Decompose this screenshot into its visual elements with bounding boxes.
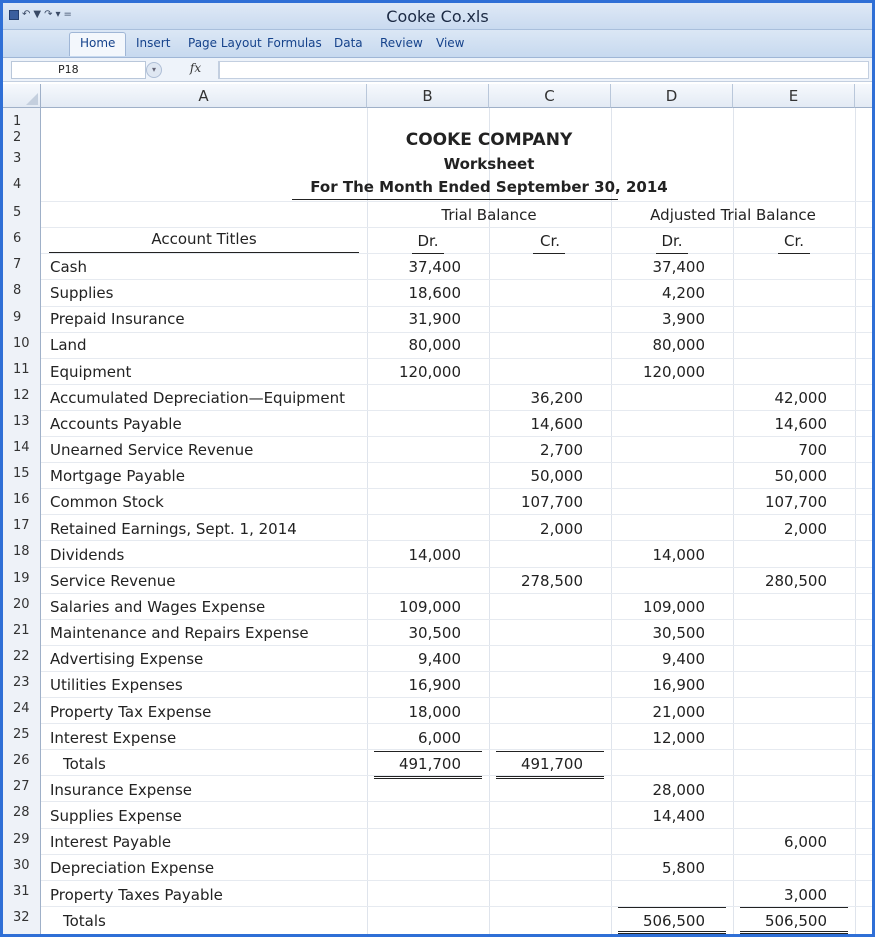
row-header[interactable]: 25 <box>13 727 30 743</box>
column-header-d[interactable]: D <box>611 84 733 108</box>
fx-icon[interactable]: fx <box>173 61 219 79</box>
grid-line <box>41 723 872 724</box>
row-header[interactable]: 14 <box>13 440 30 455</box>
cell-tb-dr[interactable]: 6,000 <box>418 728 461 747</box>
cell-atb-dr[interactable]: 16,900 <box>652 676 705 695</box>
grid-line <box>41 854 872 855</box>
account-title[interactable]: Supplies Expense <box>50 807 182 826</box>
row-header[interactable]: 21 <box>13 622 30 638</box>
account-title[interactable]: Unearned Service Revenue <box>50 441 254 460</box>
name-box[interactable]: P18 <box>11 61 146 79</box>
account-title[interactable]: Maintenance and Repairs Expense <box>50 624 309 643</box>
cell-tb-dr[interactable]: 80,000 <box>408 336 461 355</box>
row-header[interactable]: 8 <box>13 283 22 299</box>
name-box-dropdown-icon[interactable]: ▾ <box>146 62 162 78</box>
cell-atb-dr[interactable]: 9,400 <box>662 650 705 669</box>
select-all-corner[interactable] <box>3 84 41 108</box>
row-header[interactable]: 2 <box>13 130 22 145</box>
grid-line <box>41 880 872 881</box>
row-header[interactable]: 12 <box>13 387 30 403</box>
cell-atb-dr[interactable]: 3,900 <box>662 310 705 329</box>
row-headers <box>3 108 41 937</box>
account-title[interactable]: Property Taxes Payable <box>50 885 223 904</box>
cell-tb-dr[interactable]: 120,000 <box>398 362 461 381</box>
grid-line <box>41 801 872 802</box>
grid-line <box>41 462 872 463</box>
row-header[interactable]: 16 <box>13 492 30 508</box>
worksheet-subtitle[interactable]: Worksheet <box>443 155 535 173</box>
cell-atb-dr[interactable]: 80,000 <box>652 336 705 355</box>
cell-atb-dr[interactable]: 14,400 <box>652 807 705 826</box>
column-header-c[interactable]: C <box>489 84 611 108</box>
grid-line <box>41 253 872 254</box>
cell-atb-dr[interactable]: 30,500 <box>652 624 705 643</box>
atb-dr-header[interactable]: Dr. <box>661 232 683 250</box>
account-title[interactable]: Dividends <box>50 545 125 564</box>
account-titles-header[interactable]: Account Titles <box>151 230 257 248</box>
row-header[interactable]: 6 <box>13 231 22 247</box>
account-title[interactable]: Prepaid Insurance <box>50 310 185 329</box>
row-header[interactable]: 5 <box>13 205 22 221</box>
account-title[interactable]: Depreciation Expense <box>50 859 215 878</box>
trial-balance-header[interactable]: Trial Balance <box>441 206 537 224</box>
row-header[interactable]: 4 <box>13 177 22 192</box>
account-title[interactable]: Interest Expense <box>50 728 177 747</box>
account-title[interactable]: Accumulated Depreciation—Equipment <box>50 388 346 407</box>
cell-tb-cr[interactable]: 491,700 <box>520 754 583 773</box>
grid-line <box>41 697 872 698</box>
title-bar <box>3 3 872 30</box>
row-header[interactable]: 31 <box>13 883 30 899</box>
cell-tb-cr[interactable]: 2,700 <box>540 441 583 460</box>
cell-tb-dr[interactable]: 14,000 <box>408 545 461 564</box>
grid-line <box>41 540 872 541</box>
account-title[interactable]: Land <box>50 336 87 355</box>
row-header[interactable]: 28 <box>13 805 30 821</box>
row-header[interactable]: 20 <box>13 596 30 612</box>
column-header-f[interactable] <box>855 84 872 108</box>
window-title: Cooke Co.xls <box>386 7 489 26</box>
cell-tb-cr[interactable]: 107,700 <box>520 493 583 512</box>
grid-line <box>41 410 872 411</box>
cell-atb-cr[interactable]: 700 <box>798 441 827 460</box>
cell-atb-dr[interactable]: 4,200 <box>662 284 705 303</box>
cell-atb-dr[interactable]: 21,000 <box>652 702 705 721</box>
account-title[interactable]: Cash <box>50 258 87 276</box>
row-header[interactable]: 24 <box>13 701 30 716</box>
column-header-b[interactable]: B <box>367 84 489 108</box>
cell-atb-dr[interactable]: 506,500 <box>642 911 705 930</box>
cell-tb-dr[interactable]: 30,500 <box>408 624 461 643</box>
cell-tb-dr[interactable]: 31,900 <box>408 310 461 329</box>
cell-tb-dr[interactable]: 37,400 <box>408 258 461 276</box>
column-header-a[interactable]: A <box>41 84 367 108</box>
cell-atb-dr[interactable]: 14,000 <box>652 545 705 564</box>
qat-item[interactable]: ▾ <box>55 9 61 20</box>
row-header[interactable]: 11 <box>13 361 30 377</box>
qat-item[interactable]: = <box>63 9 72 20</box>
tab-review[interactable]: Review <box>380 36 423 50</box>
grid-line <box>41 514 872 515</box>
cell-tb-dr[interactable]: 18,000 <box>408 702 461 721</box>
cell-tb-cr[interactable]: 14,600 <box>530 414 583 433</box>
atb-cr-header[interactable]: Cr. <box>783 232 805 250</box>
cell-atb-cr[interactable]: 50,000 <box>774 467 827 486</box>
account-title[interactable]: Service Revenue <box>50 571 176 590</box>
cell-tb-cr[interactable]: 278,500 <box>520 571 583 590</box>
row-header[interactable]: 27 <box>13 779 30 795</box>
cell-atb-dr[interactable]: 37,400 <box>652 258 705 276</box>
company-name[interactable]: COOKE COMPANY <box>405 130 573 150</box>
grid-line <box>41 332 872 333</box>
row-header[interactable]: 15 <box>13 466 30 482</box>
row-header[interactable]: 23 <box>13 674 30 690</box>
cell-atb-cr[interactable]: 107,700 <box>764 493 827 512</box>
row-header[interactable]: 13 <box>13 413 30 429</box>
grid-line <box>41 279 872 280</box>
cell-tb-dr[interactable]: 16,900 <box>408 676 461 695</box>
tab-formulas[interactable]: Formulas <box>267 36 322 50</box>
column-header-e[interactable]: E <box>733 84 855 108</box>
formula-input[interactable] <box>219 61 869 79</box>
row-header[interactable]: 17 <box>13 518 30 534</box>
cell-tb-dr[interactable]: 491,700 <box>398 754 461 773</box>
row-header[interactable]: 19 <box>13 570 30 586</box>
row-header[interactable]: 22 <box>13 648 30 664</box>
row-header[interactable]: 10 <box>13 335 30 351</box>
worksheet-period[interactable]: For The Month Ended September 30, 2014 <box>310 178 668 196</box>
grid-line <box>41 227 872 228</box>
cell-atb-cr[interactable]: 280,500 <box>764 571 827 590</box>
grid-line <box>41 436 872 437</box>
grid-line <box>41 645 872 646</box>
grid-line <box>41 306 872 307</box>
cell-tb-cr[interactable]: 36,200 <box>530 388 583 407</box>
account-title[interactable]: Interest Payable <box>50 833 172 852</box>
grid-line <box>41 488 872 489</box>
cell-atb-cr[interactable]: 6,000 <box>784 833 827 852</box>
cell-atb-cr[interactable]: 2,000 <box>784 519 827 538</box>
cell-atb-dr[interactable]: 5,800 <box>662 859 705 878</box>
account-title[interactable]: Utilities Expenses <box>50 676 183 695</box>
grid-line <box>41 593 872 594</box>
account-title[interactable]: Common Stock <box>50 493 164 512</box>
account-title[interactable]: Supplies <box>50 284 114 303</box>
cell-tb-dr[interactable]: 18,600 <box>408 284 461 303</box>
grid-line <box>41 828 872 829</box>
grid-line <box>41 358 872 359</box>
cell-atb-dr[interactable]: 12,000 <box>652 728 705 747</box>
ribbon-tabs <box>3 30 872 58</box>
cell-atb-dr[interactable]: 120,000 <box>642 362 705 381</box>
cell-atb-cr[interactable]: 14,600 <box>774 414 827 433</box>
tb-cr-header[interactable]: Cr. <box>539 232 561 250</box>
row-header[interactable]: 18 <box>13 544 30 560</box>
cell-atb-cr[interactable]: 42,000 <box>774 388 827 407</box>
tab-insert[interactable]: Insert <box>136 36 171 50</box>
account-title[interactable]: Mortgage Payable <box>50 467 185 486</box>
cell-tb-cr[interactable]: 50,000 <box>530 467 583 486</box>
tab-page-layout[interactable]: Page Layout <box>188 36 262 50</box>
account-title[interactable]: Property Tax Expense <box>50 702 212 721</box>
grid-line <box>41 671 872 672</box>
cell-atb-cr[interactable]: 506,500 <box>764 911 827 930</box>
account-title[interactable]: Advertising Expense <box>50 650 204 669</box>
row-header[interactable]: 1 <box>13 114 22 129</box>
cell-tb-dr[interactable]: 109,000 <box>398 597 461 616</box>
row-header[interactable]: 7 <box>13 257 22 273</box>
account-title[interactable]: Salaries and Wages Expense <box>50 597 266 616</box>
account-title[interactable]: Accounts Payable <box>50 414 182 433</box>
adjusted-trial-balance-header[interactable]: Adjusted Trial Balance <box>650 206 816 224</box>
tab-view[interactable]: View <box>436 36 465 50</box>
grid-line <box>41 567 872 568</box>
cell-atb-dr[interactable]: 109,000 <box>642 597 705 616</box>
grid-line <box>41 384 872 385</box>
undo-icon[interactable]: ↶ <box>22 9 31 20</box>
redo-icon[interactable]: ↷ <box>44 9 53 20</box>
tab-data[interactable]: Data <box>334 36 363 50</box>
cell-tb-dr[interactable]: 9,400 <box>418 650 461 669</box>
account-title[interactable]: Equipment <box>50 362 132 381</box>
row-header[interactable]: 3 <box>13 151 22 166</box>
row-header[interactable]: 29 <box>13 831 30 847</box>
account-title[interactable]: Insurance Expense <box>50 781 193 799</box>
account-title[interactable]: Totals <box>63 911 106 930</box>
row-header[interactable]: 9 <box>13 309 22 325</box>
cell-tb-cr[interactable]: 2,000 <box>540 519 583 538</box>
qat-item[interactable]: ▼ <box>33 9 42 20</box>
cell-atb-dr[interactable]: 28,000 <box>652 781 705 799</box>
grid-line <box>41 619 872 620</box>
row-header[interactable]: 30 <box>13 857 30 873</box>
formula-bar <box>3 58 872 82</box>
account-title[interactable]: Totals <box>63 754 106 773</box>
tab-home[interactable]: Home <box>69 32 126 56</box>
cell-atb-cr[interactable]: 3,000 <box>784 885 827 904</box>
tb-dr-header[interactable]: Dr. <box>417 232 439 250</box>
grid-line <box>41 201 872 202</box>
period-underline <box>292 199 618 200</box>
row-header[interactable]: 26 <box>13 753 30 769</box>
account-title[interactable]: Retained Earnings, Sept. 1, 2014 <box>50 519 297 538</box>
row-header[interactable]: 32 <box>13 909 30 925</box>
